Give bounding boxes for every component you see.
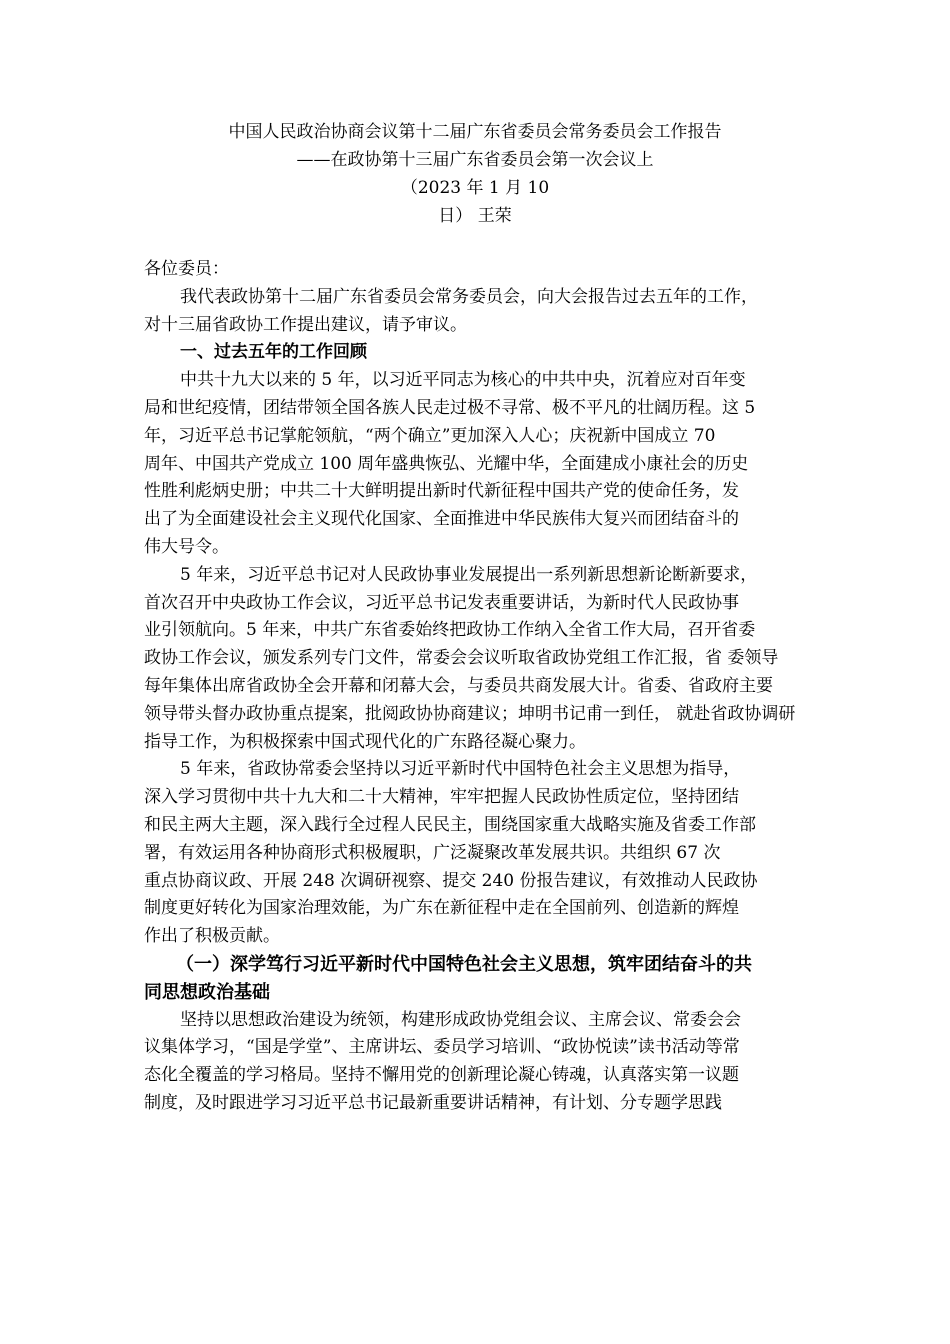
- paragraph-line: 中共十九大以来的 5 年，以习近平同志为核心的中共中央，沉着应对百年变: [180, 370, 746, 391]
- paragraph-line: 局和世纪疫情，团结带领全国各族人民走过极不寻常、极不平凡的壮阔历程。这 5: [144, 397, 756, 418]
- subsection-heading-line: （一）深学笃行习近平新时代中国特色社会主义思想，筑牢团结奋斗的共: [176, 953, 752, 975]
- greeting: 各位委员：: [144, 259, 229, 279]
- paragraph-line: 对十三届省政协工作提出建议，请予审议。: [144, 314, 467, 335]
- paragraph-line: 政协工作会议，颁发系列专门文件，常委会会议听取省政协党组工作汇报，省 委领导: [144, 648, 779, 669]
- paragraph-line: 议集体学习，“国是学堂”、主席讲坛、委员学习培训、“政协悦读”读书活动等常: [144, 1037, 740, 1058]
- paragraph-line: 态化全覆盖的学习格局。坚持不懈用党的创新理论凝心铸魂，认真落实第一议题: [144, 1065, 739, 1086]
- paragraph-line: 署，有效运用各种协商形式积极履职，广泛凝聚改革发展共识。共组织 67 次: [144, 842, 721, 863]
- paragraph-central-guidance: [144, 562, 814, 757]
- paragraph-line: 深入学习贯彻中共十九大和二十大精神，牢牢把握人民政协性质定位，坚持团结: [144, 787, 739, 808]
- paragraph-line: 我代表政协第十二届广东省委员会常务委员会，向大会报告过去五年的工作，: [180, 286, 758, 307]
- paragraph-line: 和民主两大主题，深入践行全过程人民民主，围绕国家重大战略实施及省委工作部: [144, 814, 756, 835]
- paragraph-line: 周年、中国共产党成立 100 周年盛典恢弘、光耀中华，全面建成小康社会的历史: [144, 453, 749, 474]
- paragraph-line: 业引领航向。5 年来，中共广东省委始终把政协工作纳入全省工作大局，召开省委: [144, 620, 756, 641]
- paragraph-line: 指导工作，为积极探索中国式现代化的广东路径凝心聚力。: [144, 731, 586, 752]
- paragraph-line: 5 年来，省政协常委会坚持以习近平新时代中国特色社会主义思想为指导，: [180, 759, 741, 780]
- paragraph-line: 制度，及时跟进学习习近平总书记最新重要讲话精神，有计划、分专题学思践: [144, 1092, 722, 1113]
- report-title-block: [0, 118, 950, 230]
- paragraph-committee-work: [144, 756, 814, 951]
- paragraph-line: 每年集体出席省政协全会开幕和闭幕大会，与委员共商发展大计。省委、省政府主要: [144, 675, 773, 696]
- subsection-heading-line: 同思想政治基础: [144, 981, 270, 1003]
- paragraph-line: 性胜利彪炳史册；中共二十大鲜明提出新时代新征程中国共产党的使命任务，发: [144, 481, 739, 502]
- paragraph-line: 重点协商议政、开展 248 次调研视察、提交 240 份报告建议，有效推动人民政协: [144, 870, 758, 891]
- subsection-heading: [144, 951, 814, 1007]
- paragraph-line: 领导带头督办政协重点提案，批阅政协协商建议；坤明书记甫一到任， 就赴省政协调研: [144, 703, 796, 724]
- paragraph-intro: [144, 284, 814, 340]
- report-body: [144, 256, 814, 1118]
- paragraph-line: 首次召开中央政协工作会议，习近平总书记发表重要讲话，为新时代人民政协事: [144, 592, 739, 613]
- paragraph-line: 5 年来，习近平总书记对人民政协事业发展提出一系列新思想新论断新要求，: [180, 564, 758, 585]
- paragraph-line: 坚持以思想政治建设为统领，构建形成政协党组会议、主席会议、常委会会: [180, 1009, 741, 1030]
- report-date-author: 日） 王荣: [438, 206, 512, 226]
- paragraph-line: 伟大号令。: [144, 536, 229, 557]
- report-title: 中国人民政治协商会议第十二届广东省委员会常务委员会工作报告: [228, 122, 722, 142]
- paragraph-line: 出了为全面建设社会主义现代化国家、全面推进中华民族伟大复兴而团结奋斗的: [144, 509, 739, 530]
- section-heading: 一、过去五年的工作回顾: [180, 342, 367, 363]
- report-date: （2023 年 1 月 10: [400, 178, 550, 198]
- paragraph-review: [144, 367, 814, 562]
- paragraph-line: 作出了积极贡献。: [144, 926, 280, 947]
- paragraph-study: [144, 1007, 814, 1118]
- paragraph-line: 年，习近平总书记掌舵领航，“两个确立”更加深入人心；庆祝新中国成立 70: [144, 425, 716, 446]
- report-subtitle: ——在政协第十三届广东省委员会第一次会议上: [296, 150, 654, 170]
- paragraph-line: 制度更好转化为国家治理效能，为广东在新征程中走在全国前列、创造新的辉煌: [144, 898, 739, 919]
